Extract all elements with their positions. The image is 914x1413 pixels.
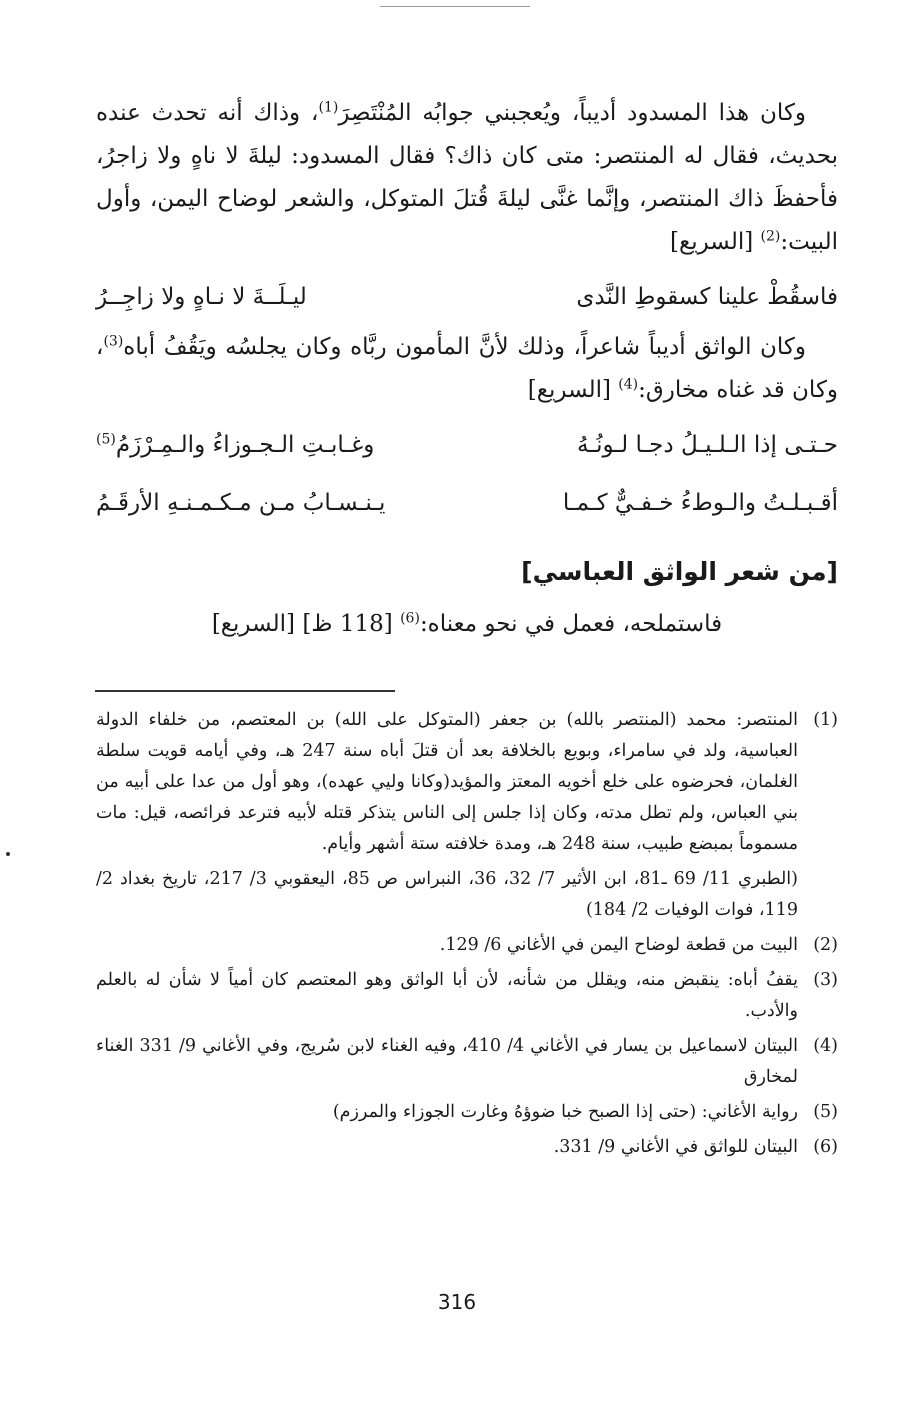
footnote-1-sources: (الطبري 11/ 69 ـ81، ابن الأثير 7/ 32، 36، النبراس ص 85، اليعقوبي 3/ 217، تاريخ بغداد 2/ 119، فوات الوفيات 2/ 184) bbox=[96, 869, 798, 920]
footnote-text: البيتان للواثق في الأغاني 9/ 331. bbox=[553, 1137, 798, 1157]
footnote-number: (2) bbox=[813, 935, 838, 955]
verse-2-second-hemistich-wrap bbox=[96, 420, 445, 470]
footnote-text: البيت من قطعة لوضاح اليمن في الأغاني 6/ 129. bbox=[439, 935, 798, 955]
paragraph-3-text: فاستملحه، فعمل في نحو معناه: bbox=[419, 611, 723, 637]
footnote-text: يقفُ أباه: ينقبض منه، ويقلل من شأنه، لأن أبا الواثق وهو المعتصم كان أمياً لا شأن له بالعلم والأدب. bbox=[96, 970, 798, 1021]
verse-2 bbox=[96, 420, 838, 470]
meter-label-1: [السريع] bbox=[670, 229, 754, 255]
verse-3 bbox=[96, 478, 838, 528]
footnote-2 bbox=[96, 930, 838, 961]
paragraph-2 bbox=[96, 326, 838, 412]
margin-dot bbox=[6, 852, 10, 856]
footnote-3 bbox=[96, 965, 838, 1027]
footnote-ref-5: (5) bbox=[96, 431, 116, 448]
top-rule bbox=[380, 6, 530, 7]
footnote-number: (4) bbox=[813, 1036, 838, 1056]
footnote-text: البيتان لاسماعيل بن يسار في الأغاني 4/ 410، وفيه الغناء لابن سُريج، وفي الأغاني 9/ 331 الغناء لمخارق bbox=[96, 1036, 798, 1087]
footnote-4 bbox=[96, 1031, 838, 1093]
paragraph-3 bbox=[96, 602, 838, 646]
meter-label-2: [السريع] bbox=[527, 377, 611, 403]
section-heading: [من شعر الواثق العباسي] bbox=[521, 557, 838, 586]
footnote-ref-6: (6) bbox=[400, 610, 420, 627]
paragraph-1 bbox=[96, 92, 838, 264]
verse-2-second-hemistich: وغـابـتِ الـجـوزاءُ والـمِـرْزَمُ bbox=[115, 432, 375, 458]
footnote-separator bbox=[95, 690, 395, 692]
footnote-number: (1) bbox=[813, 710, 838, 730]
verse-1-first-hemistich: فاسقُطْ علينا كسقوطِ النَّدى bbox=[576, 284, 838, 310]
verse-2-first-hemistich: حـتـى إذا الـلـيـلُ دجـا لـونُـهُ bbox=[577, 432, 838, 458]
paragraph-1-rest: ، وذاك أنه تحدث عنده بحديث، فقال له المنتصر: متى كان ذاك؟ فقال المسدود: ليلةَ لا ناهٍ ولا زاجرُ، فأحفظَ ذاك المنتصر، وإنَّما غنَّى ليلةَ قُتلَ المتوكل، والشعر لوضاح اليمن، وأول البيت: bbox=[96, 100, 838, 255]
verse-1-second-hemistich: ليـلَــةَ لا نـاهٍ ولا زاجِــرُ bbox=[96, 284, 307, 310]
footnote-1 bbox=[96, 705, 838, 860]
footnote-5 bbox=[96, 1097, 838, 1128]
page-number: 316 bbox=[437, 1290, 477, 1314]
footnote-text: المنتصر: محمد (المنتصر بالله) بن جعفر (المتوكل على الله) بن المعتصم، من خلفاء الدولة العباسية، ولد في سامراء، وبويع بالخلافة بعد أن قتلَ أباه سنة 247 هـ، وفي أيامه قويت سلطة الغلمان، فحرضوه على خلع أخويه المعتز والمؤيد(وكانا وليي عهده)، وهو أول من عدا على أبيه من بني العباس، ولم تطل مدته، وكان إذا جلس إلى الناس يتذكر قتله لأبيه فترعد فرائصه، قيل: مات مسموماً بمبضع طبيب، سنة 248 هـ، ومدة خلافته ستة أشهر وأيام. bbox=[96, 710, 798, 854]
paragraph-3-rest: [118 ظ] [السريع] bbox=[211, 611, 393, 637]
footnote-number: (3) bbox=[813, 970, 838, 990]
verse-3-second-hemistich: يـنـسـابُ مـن مـكـمـنـهِ الأرقَـمُ bbox=[96, 490, 386, 516]
verse-3-first-hemistich: أقـبـلـتُ والـوطءُ خـفـيٌّ كـمـا bbox=[562, 490, 838, 516]
footnote-number: (6) bbox=[813, 1137, 838, 1157]
paragraph-2-text: وكان الواثق أديباً شاعراً، وذلك لأنَّ المأمون ربَّاه وكان يجلسُه ويَقُفُ أباه bbox=[123, 334, 806, 360]
paragraph-1-text: وكان هذا المسدود أديباً، ويُعجبني جوابُه المُنْتَصِرَ bbox=[338, 100, 807, 126]
footnote-number: (5) bbox=[813, 1102, 838, 1122]
footnote-6 bbox=[96, 1132, 838, 1163]
footnote-ref-1: (1) bbox=[318, 99, 339, 116]
footnote-ref-4: (4) bbox=[618, 376, 639, 393]
footnotes bbox=[96, 705, 838, 1167]
verse-1 bbox=[96, 272, 838, 322]
footnote-ref-3: (3) bbox=[103, 333, 124, 350]
paragraph-2-rest: ، وكان قد غناه مخارق: bbox=[96, 334, 838, 403]
footnote-text: رواية الأغاني: (حتى إذا الصبح خبا ضوؤهُ وغارت الجوزاء والمرزم) bbox=[332, 1102, 798, 1122]
main-text bbox=[96, 92, 838, 646]
footnote-ref-2: (2) bbox=[760, 228, 781, 245]
